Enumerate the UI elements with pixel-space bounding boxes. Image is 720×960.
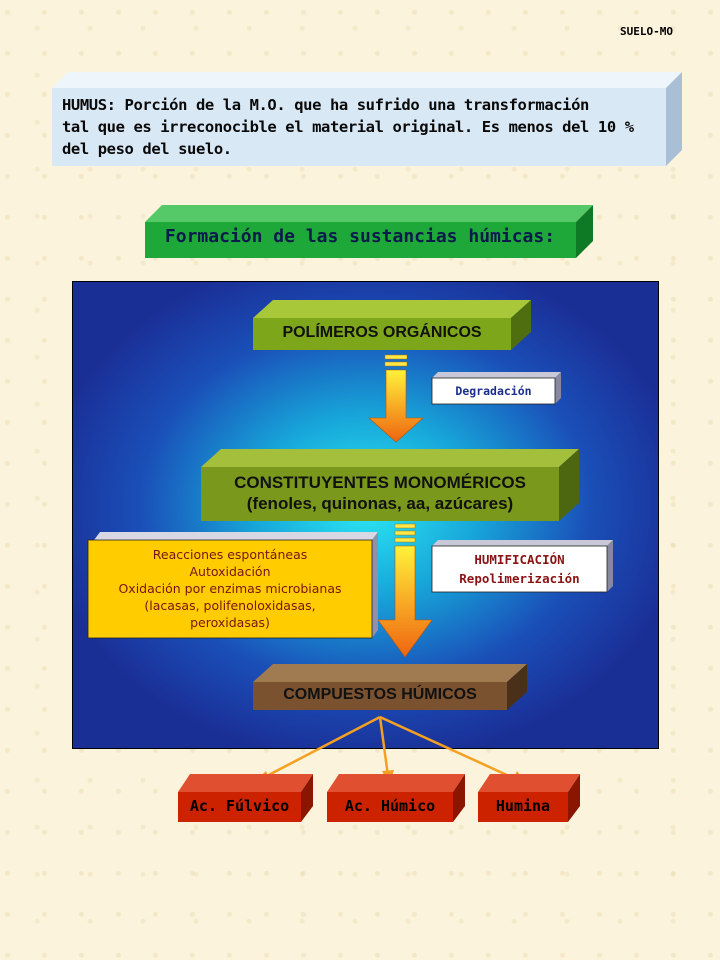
reacciones-label [88, 546, 372, 631]
branch-arrows [253, 717, 527, 784]
reacciones-line-5: peroxidasas) [190, 615, 270, 630]
humus-line-3: del peso del suelo. [62, 140, 232, 158]
degradation-arrow [369, 355, 423, 442]
humus-line-2: tal que es irreconocible el material original. Es menos del 10 % [62, 118, 634, 136]
humina-label: Humina [495, 797, 551, 815]
polimeros-label: POLÍMEROS ORGÁNICOS [282, 324, 482, 341]
humificacion-label [432, 550, 607, 588]
section-title: Formación de las sustancias húmicas: [164, 226, 556, 247]
constituyentes-detail: (fenoles, quinonas, aa, azúcares) [246, 494, 514, 513]
reacciones-line-1: Reacciones espontáneas [152, 547, 308, 562]
degradacion-label: Degradación [455, 384, 532, 398]
repolimerizacion-text: Repolimerización [459, 571, 580, 586]
humificacion-title: HUMIFICACIÓN [474, 552, 565, 567]
reacciones-line-3: Oxidación por enzimas microbianas [118, 581, 342, 596]
reacciones-line-2: Autoxidación [189, 564, 271, 579]
fulvico-label: Ac. Fúlvico [189, 797, 290, 815]
document-tag: SUELO-MO [620, 25, 673, 38]
constituyentes-label [201, 472, 559, 514]
humico-label: Ac. Húmico [344, 797, 436, 815]
humus-line-1: HUMUS: Porción de la M.O. que ha sufrido una transformación [62, 96, 589, 114]
reacciones-line-4: (lacasas, polifenoloxidasas, [144, 598, 316, 613]
constituyentes-title: CONSTITUYENTES MONOMÉRICOS [234, 473, 526, 492]
compuestos-label: COMPUESTOS HÚMICOS [283, 686, 477, 703]
humification-arrow [378, 524, 432, 657]
